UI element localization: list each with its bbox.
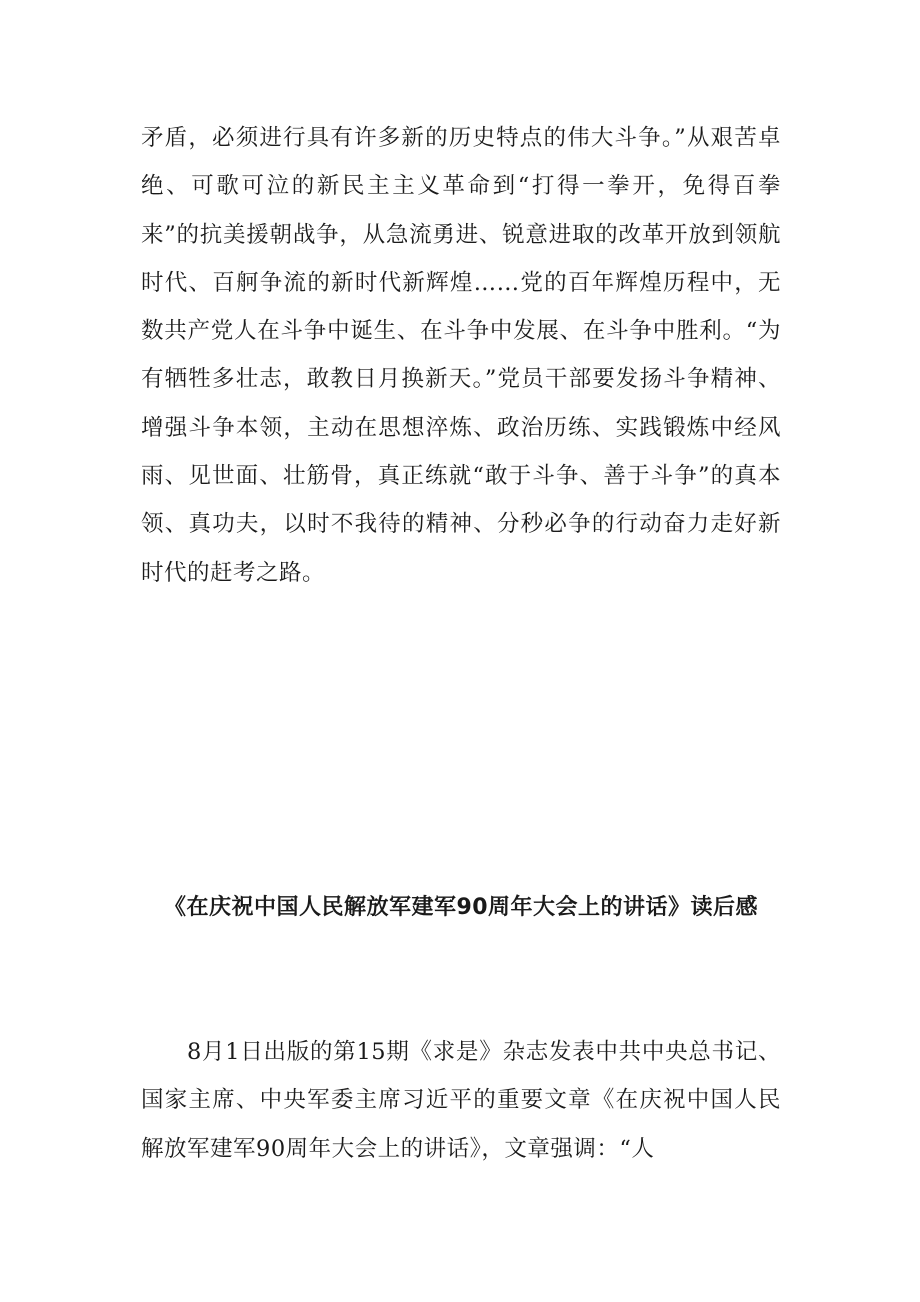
body-paragraph: 8月1日出版的第15期《求是》杂志发表中共中央总书记、国家主席、中央军委主席习近平的重要文章《在庆祝中国人民解放军建军90周年大会上的讲话》，文章强调：“人: [141, 1039, 781, 1162]
continued-paragraph: 矛盾，必须进行具有许多新的历史特点的伟大斗争。”从艰苦卓绝、可歌可泣的新民主主义革命到“打得一拳开，免得百拳来”的抗美援朝战争，从急流勇进、锐意进取的改革开放到领航时代、百舸争流的新时代新辉煌……党的百年辉煌历程中，无数共产党人在斗争中诞生、在斗争中发展、在斗争中胜利。“为有牺牲多壮志，敢教日月换新天。”党员干部要发扬斗争精神、增强斗争本领，主动在思想淬炼、政治历练、实践锻炼中经风雨、见世面、壮筋骨，真正练就“敢于斗争、善于斗争”的真本领、真功夫，以时不我待的精神、分秒必争的行动奋力走好新时代的赶考之路。: [141, 125, 781, 586]
article-title: 《在庆祝中国人民解放军建军90周年大会上的讲话》读后感: [163, 895, 759, 920]
